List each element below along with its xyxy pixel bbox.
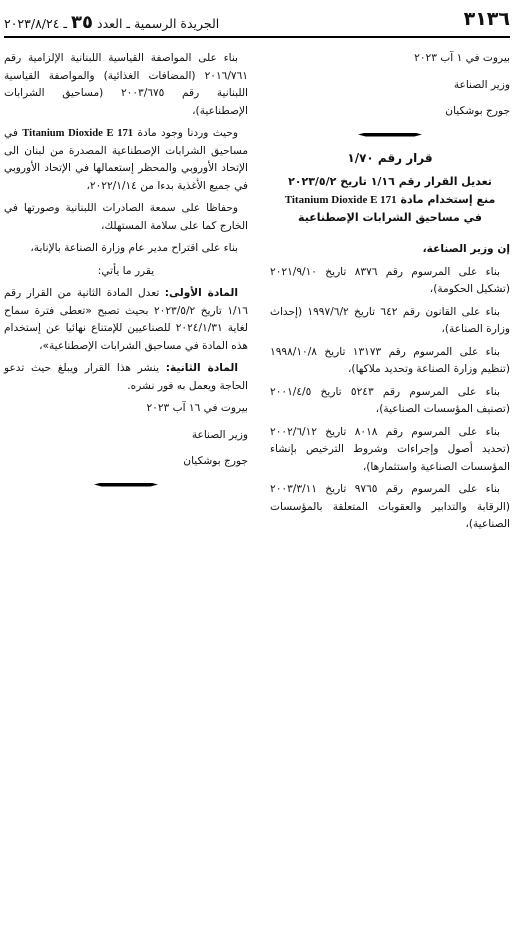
article-2-text: ينشر هذا القرار ويبلغ حيث تدعو الحاجة ويعمل به فور نشره. xyxy=(4,362,248,392)
left-column xyxy=(4,50,248,500)
section-divider xyxy=(358,130,422,140)
article-1-text: تعدل المادة الثانية من القرار رقم ١/١٦ تاريخ ٢٠٢٣/٥/٢ بحيث تصبح «تعطى فترة سماح لغاية ٢٠٢٤/١/٣١ للصناعيين للإمتناع نهائيا عن إستخدام هذه المادة في مساحيق الشرابات الإصطناعية»، xyxy=(4,287,248,352)
recital-item: بناء على القانون رقم ٦٤٢ تاريخ ١٩٩٧/٦/٢ (إحداث وزارة الصناعة)، xyxy=(270,305,510,335)
article-1-label: المادة الأولى: xyxy=(164,287,238,299)
page-number: ٣١٣٦ xyxy=(463,8,510,30)
gazette-title xyxy=(4,12,219,33)
recital-item: بناء على المرسوم رقم ٩٧٦٥ تاريخ ٢٠٠٣/٣/١١ (الرقابة والتدابير والعقوبات المتعلقة بالمؤسسات الصناعية)، xyxy=(270,483,510,530)
section-divider xyxy=(94,480,158,490)
decision-subtitle-line1: تعديل القرار رقم ١/١٦ تاريخ ٢٠٢٣/٥/٢ xyxy=(288,175,492,188)
recital-substance xyxy=(4,125,248,195)
decision-subtitle-line2 xyxy=(270,191,510,209)
page-header xyxy=(4,8,510,38)
gazette-name: الجريدة الرسمية ـ العدد xyxy=(97,16,220,31)
decides-heading: يقرر ما يأتي: xyxy=(97,264,155,277)
right-column xyxy=(270,50,510,539)
issue-number: ٣٥ xyxy=(71,12,94,33)
signature-block xyxy=(4,400,248,471)
recital-substance-intro: وحيث وردنا وجود مادة xyxy=(137,127,238,139)
signature-place-date: بيروت في ١ آب ٢٠٢٣ xyxy=(414,52,510,64)
issue-date: ـ ٢٠٢٣/٨/٢٤ xyxy=(4,16,68,31)
recital-item: بناء على المرسوم رقم ١٣١٧٣ تاريخ ١٩٩٨/١٠/٨ (تنظيم وزارة الصناعة وتحديد ملاكها)، xyxy=(270,345,510,375)
decision-number-title: قرار رقم ١/٧٠ xyxy=(347,150,433,165)
signature-name: جورج بوشكيان xyxy=(183,455,248,467)
article-2 xyxy=(4,360,248,395)
minister-preamble: إن وزير الصناعة، xyxy=(422,243,510,255)
recital-item: بناء على المرسوم رقم ٨٠١٨ تاريخ ٢٠٠٢/٦/١٢ (تحديد أصول وإجراءات وشروط الترخيص بإنشاء المؤسسات الصناعية واستثمارها)، xyxy=(270,425,510,473)
decision-subtitle-line3: في مساحيق الشرابات الإصطناعية xyxy=(298,211,482,224)
article-1 xyxy=(4,285,248,355)
recital-proposal: بناء على اقتراح مدير عام وزارة الصناعة بالإنابة، xyxy=(30,242,238,254)
previous-signature-block xyxy=(270,50,510,121)
recital-item: بناء على المرسوم رقم ٥٢٤٣ تاريخ ٢٠٠١/٤/٥ (تصنيف المؤسسات الصناعية)، xyxy=(270,385,510,415)
recital-item: بناء على المرسوم رقم ٨٣٧٦ تاريخ ٢٠٢١/٩/١٠ (تشكيل الحكومة)، xyxy=(270,265,510,295)
signature-place-date: بيروت في ١٦ آب ٢٠٢٣ xyxy=(146,402,248,414)
recital-substance-rest: في مساحيق الشرابات الإصطناعية المصدرة من لبنان الى الإتحاد الأوروبي والمحظر إستعمالها في الإتحاد الأوروبي في جميع الأغذية بدءا من ٢٠٢٢/١/١٤، xyxy=(4,127,248,192)
subtitle-substance-name: Titanium Dioxide E 171 xyxy=(284,194,397,206)
signature-position: وزير الصناعة xyxy=(453,78,510,91)
substance-name: Titanium Dioxide E 171 xyxy=(22,128,134,139)
recital-standards: بناء على المواصفة القياسية اللبنانية الإلزامية رقم ٢٠١٦/٧٦١ (المضافات الغذائية) والمواصفة القياسية اللبنانية رقم ٢٠٠٣/٦٧٥ (مساحيق الشرابات الإصطناعية)، xyxy=(4,52,248,117)
recital-exports: وحفاظا على سمعة الصادرات اللبنانية وصورتها في الخارج كما على سلامة المستهلك، xyxy=(4,202,248,232)
signature-name: جورج بوشكيان xyxy=(445,105,510,117)
subtitle-ar-part: منع إستخدام مادة xyxy=(400,193,496,206)
article-2-label: المادة الثانية: xyxy=(165,362,238,374)
signature-position: وزير الصناعة xyxy=(191,428,248,441)
